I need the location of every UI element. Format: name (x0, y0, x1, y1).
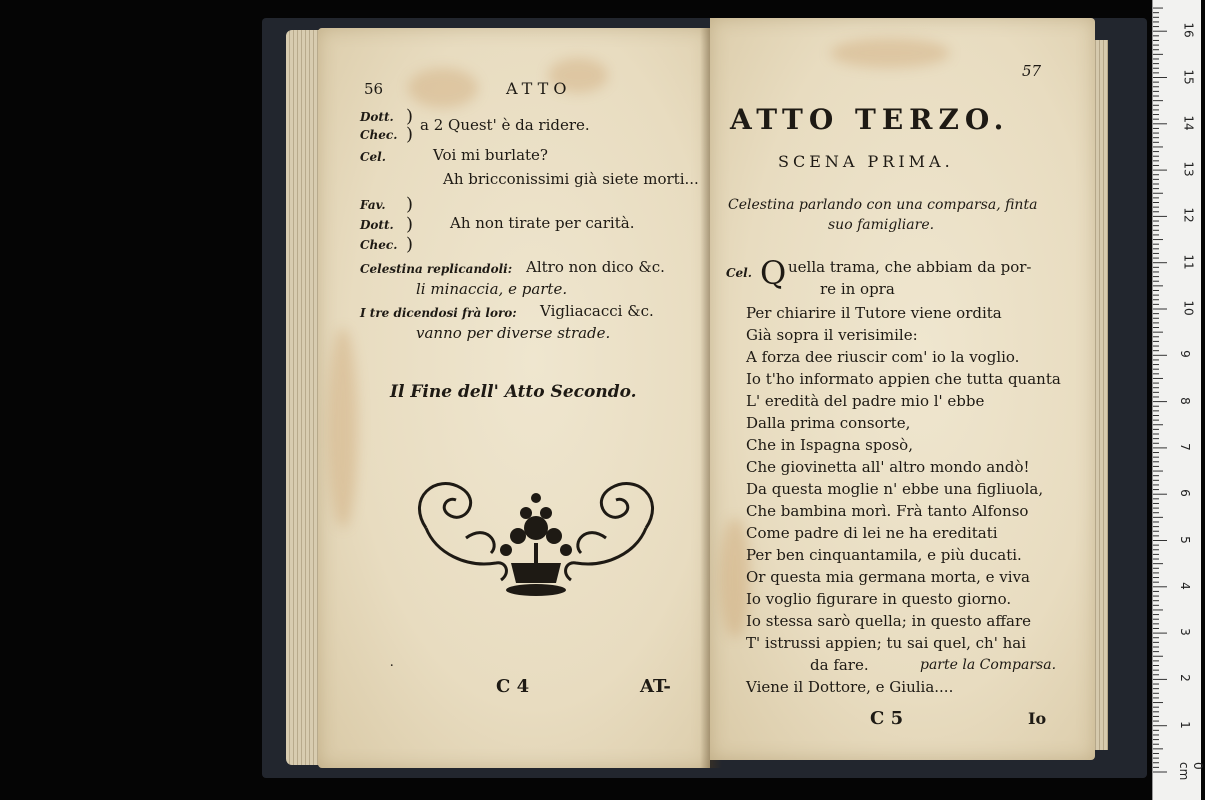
decorative-dot: ˙ (388, 662, 396, 680)
signature-mark: C 4 (496, 676, 530, 697)
stage-speaker: Celestina replicandoli: (360, 262, 513, 276)
speaker-label: Cel. (360, 150, 386, 164)
ruler-number: 6 (1177, 489, 1192, 498)
brace-mark: ) (406, 234, 414, 255)
floral-ornament (406, 468, 666, 598)
dialogue-line: Vigliacacci &c. (540, 302, 654, 320)
ruler-number: 14 (1181, 115, 1196, 131)
brace-mark: ) (406, 106, 414, 127)
dialogue-line: Ah bricconissimi già siete morti... (443, 170, 699, 188)
dialogue-line: a 2 Quest' è da ridere. (420, 116, 590, 134)
speaker-label: Chec. (360, 128, 398, 142)
ruler-number: 9 (1177, 350, 1192, 359)
verse-line: re in opra (820, 280, 895, 298)
ruler-number: 12 (1181, 207, 1196, 224)
verse-line: Che in Ispagna sposò, (746, 436, 913, 454)
ruler-number: 1 (1177, 720, 1192, 729)
stage-direction: suo famigliare. (828, 217, 935, 233)
signature-mark: C 5 (870, 708, 904, 729)
verse-line: Io stessa sarò quella; in questo affare (746, 612, 1032, 630)
ruler-number: 16 (1181, 22, 1196, 38)
brace-mark: ) (406, 194, 414, 215)
ruler-number: 10 (1181, 300, 1196, 316)
drop-cap: Q (760, 254, 787, 292)
ruler-number: 5 (1177, 535, 1192, 544)
dialogue-line: Altro non dico &c. (526, 258, 665, 276)
verse-line: T' istrussi appien; tu sai quel, ch' hai (746, 634, 1027, 652)
speaker-label: Fav. (360, 198, 386, 212)
verse-line: Io voglio figurare in questo giorno. (746, 590, 1012, 608)
stage-direction: vanno per diverse strade. (416, 324, 611, 342)
stage-direction: li minaccia, e parte. (416, 280, 568, 298)
verse-line: Come padre di lei ne ha ereditati (746, 524, 998, 542)
speaker-label: Cel. (726, 266, 752, 280)
ruler-number: 15 (1181, 68, 1196, 85)
brace-mark: ) (406, 124, 414, 145)
ruler-number: 3 (1177, 628, 1192, 636)
ruler-number: 2 (1177, 674, 1192, 683)
verse-line: Da questa moglie n' ebbe una figliuola, (746, 480, 1044, 498)
dialogue-line: Ah non tirate per carità. (450, 214, 635, 232)
page-number: 57 (1022, 62, 1042, 80)
ruler-number: 8 (1177, 396, 1192, 405)
stage-speaker: I tre dicendosi frà loro: (360, 306, 517, 320)
act-title: ATTO TERZO. (730, 103, 1010, 136)
verse-line: L' eredità del padre mio l' ebbe (746, 392, 985, 410)
verse-line: da fare. (810, 656, 869, 674)
stage-direction: parte la Comparsa. (920, 657, 1057, 673)
verse-line: Viene il Dottore, e Giulia.... (746, 678, 954, 696)
speaker-label: Chec. (360, 238, 398, 252)
ruler-unit-label: 0 cm (1177, 762, 1205, 781)
verse-line: Che giovinetta all' altro mondo andò! (746, 458, 1030, 476)
ruler-number: 7 (1177, 443, 1192, 451)
brace-mark: ) (406, 214, 414, 235)
stage-direction: Celestina parlando con una comparsa, finta (728, 197, 1038, 213)
verse-line: Dalla prima consorte, (746, 414, 911, 432)
verse-line: A forza dee riuscir com' io la voglio. (746, 348, 1020, 366)
verse-line: Che bambina morì. Frà tanto Alfonso (746, 502, 1029, 520)
dialogue-line: Voi mi burlate? (433, 146, 548, 164)
verse-line: uella trama, che abbiam da por- (788, 258, 1032, 276)
verse-line: Io t'ho informato appien che tutta quanta (746, 370, 1061, 388)
left-page (318, 28, 710, 768)
ruler-number: 13 (1181, 161, 1196, 177)
page-number: 56 (364, 80, 384, 98)
verse-line: Già sopra il verisimile: (746, 326, 918, 344)
verse-line: Per chiarire il Tutore viene ordita (746, 304, 1002, 322)
right-page (710, 18, 1095, 760)
speaker-label: Dott. (360, 110, 394, 124)
catchword: AT- (640, 676, 671, 697)
ruler-number: 4 (1177, 581, 1192, 590)
scene-heading: SCENA PRIMA. (778, 152, 954, 171)
catchword: Io (1028, 709, 1047, 728)
ruler-number: 11 (1181, 254, 1196, 270)
verse-line: Or questa mia germana morta, e viva (746, 568, 1030, 586)
measurement-ruler (1152, 0, 1205, 800)
end-of-act-title: Il Fine dell' Atto Secondo. (390, 382, 637, 402)
running-head: ATTO (506, 79, 572, 98)
speaker-label: Dott. (360, 218, 394, 232)
verse-line: Per ben cinquantamila, e più ducati. (746, 546, 1022, 564)
